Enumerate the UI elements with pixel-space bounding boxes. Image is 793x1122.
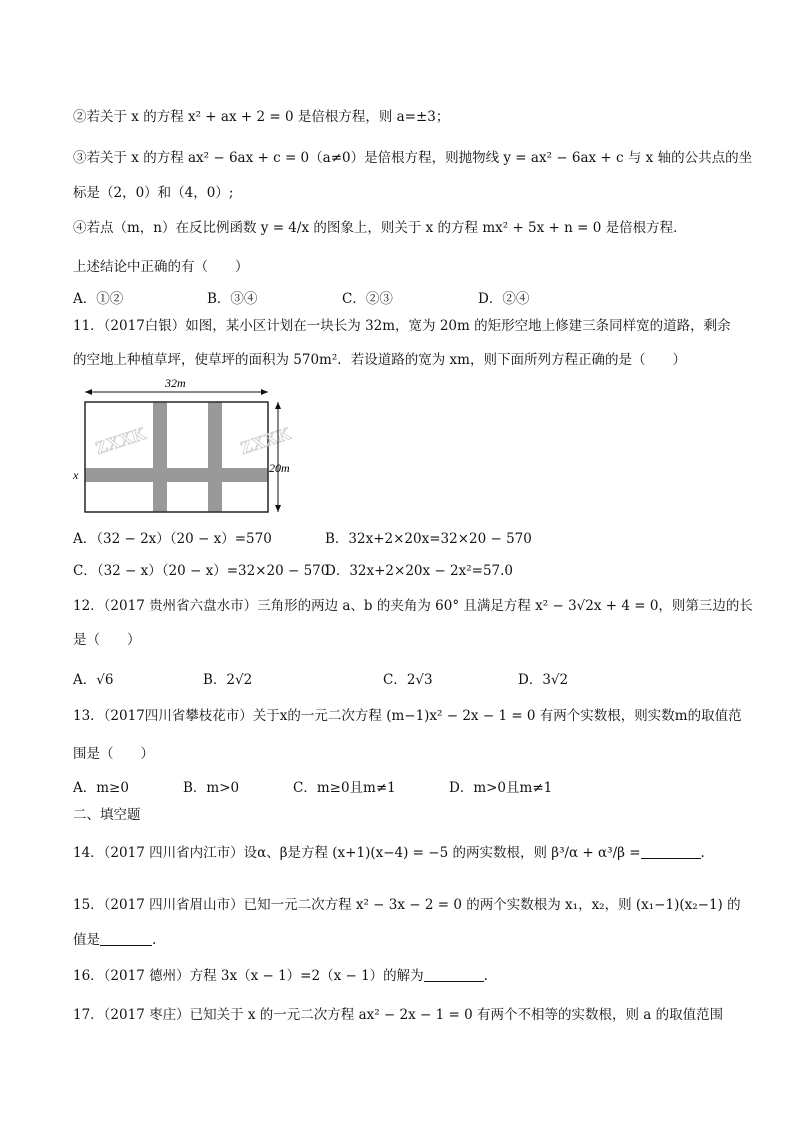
q13-line-1: 13．（2017四川省攀枝花市）关于x的一元二次方程 (m−1)x² − 2x − 1 = 0 有两个实数根，则实数m的取值范 [73,708,742,724]
q17-line: 17．（2017 枣庄）已知关于 x 的一元二次方程 ax² − 2x − 1 = 0 有两个不相等的实数根，则 a 的取值范围 [73,1007,724,1023]
section-heading-fill-in: 二、填空题 [73,807,141,823]
q11-option-c: C．（32 − x）（20 − x）=32×20 − 570 [73,563,330,579]
q12-option-b: B．2√2 [203,672,253,688]
q10-question: 上述结论中正确的有（ ） [73,259,249,275]
q11-option-a: A．（32 − 2x）（20 − x）=570 [73,531,272,547]
q13-option-b: B．m>0 [183,780,240,796]
figure-road-horizontal [85,468,268,482]
statement-3-line-2: 标是（2，0）和（4，0）; [73,185,234,201]
statement-4: ④若点（m，n）在反比例函数 y = 4/x 的图象上，则关于 x 的方程 mx² + 5x + n = 0 是倍根方程． [73,220,687,236]
figure-watermark-2: ZXXK [237,423,294,459]
figure-height-label: 20m [269,461,290,475]
q16-line: 16．（2017 德州）方程 3x（x − 1）=2（x − 1）的解为 . [73,968,488,984]
q14-line: 14．（2017 四川省内江市）设α、β是方程 (x+1)(x−4) = −5 的两实数根，则 β³/α + α³/β = . [73,845,705,861]
q14-answer-blank[interactable] [641,844,701,859]
q10-option-d: D．②④ [478,291,530,307]
q16-text: 16．（2017 德州）方程 3x（x − 1）=2（x − 1）的解为 [73,968,424,984]
q15-answer-blank[interactable] [100,931,152,946]
q13-line-2: 围是（ ） [73,746,154,762]
q12-option-c: C．2√3 [383,672,433,688]
q13-option-c: C．m≥0且m≠1 [293,780,396,796]
figure-road-label: x [73,468,79,482]
q11-option-d: D．32x+2×20x − 2x²=57.0 [325,563,513,579]
q13-option-a: A．m≥0 [73,780,129,796]
figure-watermark-1: ZXXK [92,423,149,459]
q15-text: 值是 [73,932,100,948]
q11-line-2: 的空地上种植草坪，使草坪的面积为 570m²．若设道路的宽为 xm，则下面所列方程正确的是（ ） [73,352,686,368]
q14-text: 14．（2017 四川省内江市）设α、β是方程 (x+1)(x−4) = −5 的两实数根，则 β³/α + α³/β = [73,845,641,861]
q11-line-1: 11．（2017白银）如图，某小区计划在一块长为 32m，宽为 20m 的矩形空地上修建三条同样宽的道路，剩余 [73,318,731,334]
q10-option-a: A．①② [73,291,124,307]
q12-option-d: D．3√2 [518,672,569,688]
q11-option-b: B．32x+2×20x=32×20 − 570 [325,531,532,547]
figure-plot-rectangle [85,402,268,512]
q16-answer-blank[interactable] [424,967,484,982]
q10-option-c: C．②③ [342,291,393,307]
statement-2: ②若关于 x 的方程 x² + ax + 2 = 0 是倍根方程，则 a=±3； [73,109,450,125]
figure-arrowhead-bottom [275,505,281,512]
q15-line-1: 15．（2017 四川省眉山市）已知一元二次方程 x² − 3x − 2 = 0 的两个实数根为 x₁，x₂，则 (x₁−1)(x₂−1) 的 [73,897,741,913]
q11-figure [70,372,310,517]
q15-line-2: 值是 . [73,932,157,948]
q12-line-1: 12．（2017 贵州省六盘水市）三角形的两边 a、b 的夹角为 60° 且满足方程 x² − 3√2x + 4 = 0，则第三边的长 [73,598,753,614]
figure-width-label: 32m [165,376,186,390]
figure-arrowhead-left [85,389,92,395]
figure-arrowhead-right [261,389,268,395]
figure-road-vertical-1 [153,402,167,512]
q12-line-2: 是（ ） [73,632,141,648]
q13-option-d: D．m>0且m≠1 [449,780,553,796]
figure-road-vertical-2 [208,402,222,512]
q10-option-b: B．③④ [207,291,258,307]
figure-arrowhead-top [275,402,281,409]
q12-option-a: A．√6 [73,672,114,688]
statement-3-line-1: ③若关于 x 的方程 ax² − 6ax + c = 0（a≠0）是倍根方程，则抛物线 y = ax² − 6ax + c 与 x 轴的公共点的坐 [73,150,753,166]
